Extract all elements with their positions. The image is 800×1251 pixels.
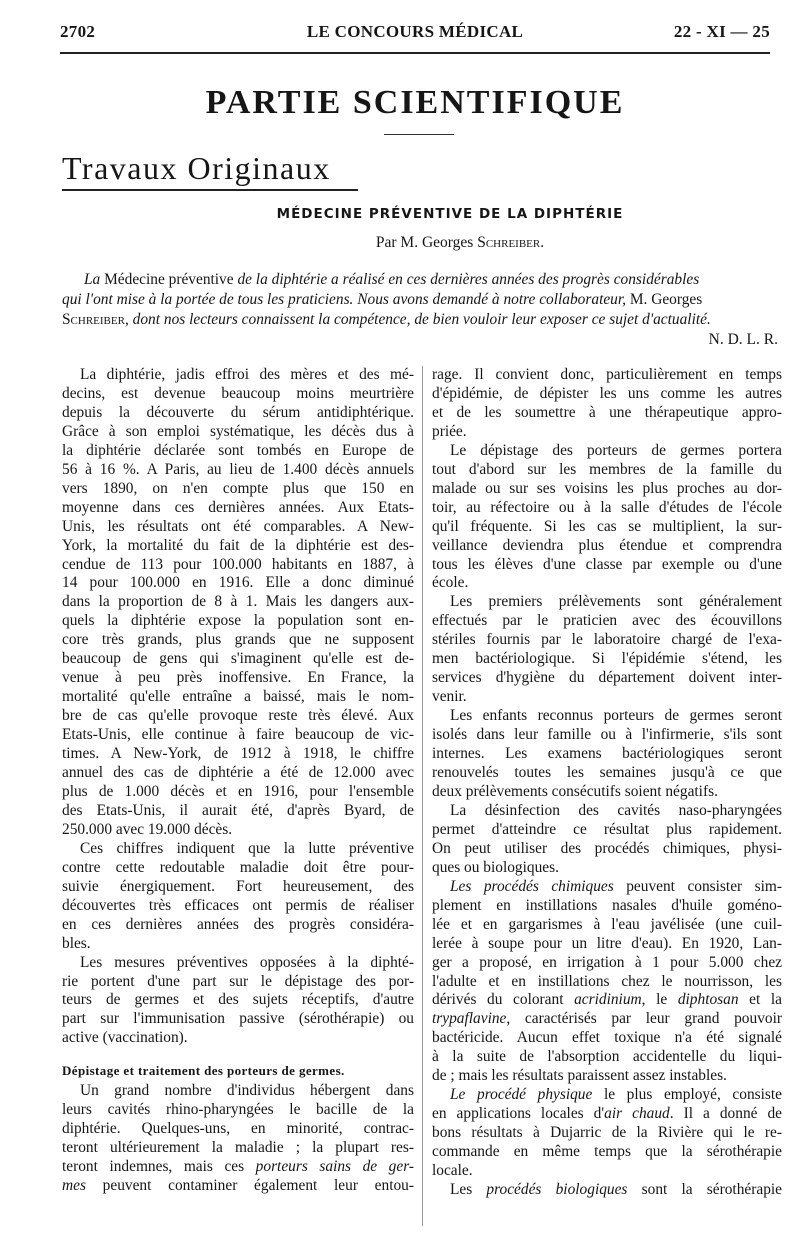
text-line: veillance deviendra plus étendue et comprendra bbox=[432, 536, 782, 554]
editor-signature: N. D. L. R. bbox=[708, 331, 778, 348]
text-line: Le dépistage des porteurs de germes portera bbox=[450, 441, 782, 459]
text-line: La désinfection des cavités naso-pharyngées bbox=[450, 801, 782, 819]
intro-text: qui l'ont mise à la portée de tous les praticiens. Nous avons demandé à notre collaborateur, bbox=[62, 291, 630, 308]
text-line bbox=[62, 1158, 414, 1177]
text-line: moyenne dans ces dernières années. Aux Etats- bbox=[62, 498, 414, 516]
text-line: stériles fournis par le laboratoire chargé de l'exa- bbox=[432, 631, 782, 649]
text-run: procédés biologiques bbox=[486, 1180, 628, 1198]
byline bbox=[60, 234, 770, 252]
text-run: mes bbox=[62, 1177, 86, 1195]
text-line: bre de cas qu'elle provoque reste très élevé. Aux bbox=[62, 707, 414, 725]
text-line: bons résultats à Dujarric de la Rivière qui le re- bbox=[432, 1124, 782, 1142]
text-line: venue à peu près inoffensive. En France, la bbox=[62, 669, 414, 687]
text-line: priée. bbox=[432, 422, 467, 440]
text-line: ger a proposé, en irrigation à 1 pour 5.000 chez bbox=[432, 953, 782, 971]
running-head bbox=[60, 22, 770, 48]
text-line: La diphtérie, jadis effroi des mères et des mé- bbox=[80, 366, 414, 383]
intro-author: Schreiber, bbox=[62, 311, 129, 328]
text-line: d'épidémie, de dépister les uns comme les autres bbox=[432, 384, 782, 402]
text-line: des Etats-Unis, il aurait été, d'après Byard, de bbox=[62, 801, 414, 819]
text-line bbox=[432, 991, 782, 1010]
text-run: dérivés du colorant bbox=[432, 991, 575, 1009]
page-number: 2702 bbox=[60, 22, 96, 41]
text-line: active (vaccination). bbox=[62, 1029, 188, 1047]
text-line: ques ou biologiques. bbox=[432, 858, 559, 876]
text-line: suivie énergiquement. Fort heureusement, des bbox=[62, 877, 414, 895]
text-line: internes. Les examens bactériologiques seront bbox=[432, 745, 782, 763]
section-title: PARTIE SCIENTIFIQUE bbox=[205, 84, 625, 121]
intro-line bbox=[62, 310, 784, 330]
text-line: decins, est devenue beaucoup moins meurtrière bbox=[62, 384, 414, 402]
text-line: lerée à soupe pour un litre d'eau). En 1920, Lan- bbox=[432, 934, 782, 952]
text-line: renouvelés toutes les semaines jusqu'à ce que bbox=[432, 764, 782, 782]
text-run: , le bbox=[641, 991, 678, 1009]
text-line: en ces dernières années des progrès considéra- bbox=[62, 915, 414, 933]
column-divider bbox=[422, 366, 423, 1226]
text-line: Les enfants reconnus porteurs de germes seront bbox=[450, 707, 782, 725]
text-run: et la bbox=[738, 991, 782, 1009]
text-line: découvertes très efficaces ont permis de réaliser bbox=[62, 896, 414, 914]
text-line bbox=[432, 1105, 782, 1124]
text-line: Un grand nombre d'individus hébergent dans bbox=[80, 1082, 414, 1100]
text-line: isolés dans leur famille ou à l'infirmerie, s'ils sont bbox=[432, 726, 782, 744]
text-run: Les bbox=[450, 1180, 487, 1198]
text-line: vers 1890, on n'en compte plus que 150 en bbox=[62, 479, 414, 497]
text-run: peuvent consister sim- bbox=[613, 877, 782, 895]
subheading: Dépistage et traitement des porteurs de germes. bbox=[62, 1063, 345, 1079]
text-line: leurs cavités rhino-pharyngées le bacille de la bbox=[62, 1101, 414, 1119]
text-line: plement en instillations nasales d'huile goméno- bbox=[432, 896, 782, 914]
text-line: beaucoup de gens qui s'imaginent qu'elle est de- bbox=[62, 650, 414, 668]
issue-date: 22 - XI — 25 bbox=[673, 22, 770, 41]
text-line: et de les soumettre à une thérapeutique appro- bbox=[432, 403, 782, 421]
text-line bbox=[432, 878, 782, 897]
text-run: Le procédé physique bbox=[450, 1086, 593, 1104]
intro-text: Médecine préventive bbox=[100, 271, 238, 288]
text-run: peuvent contaminer également leur entou- bbox=[85, 1177, 414, 1195]
intro-line bbox=[62, 290, 784, 310]
byline-prefix: Par M. Georges bbox=[375, 234, 478, 251]
text-line: core très grands, plus grands que ne supposent bbox=[62, 631, 414, 649]
text-line bbox=[432, 1010, 782, 1029]
text-line: times. A New-York, de 1912 à 1918, le chiffre bbox=[62, 745, 414, 763]
text-line: cendue de 113 pour 100.000 habitants en 1887, à bbox=[62, 555, 414, 573]
text-run: sont la sérothérapie bbox=[627, 1180, 782, 1198]
text-line: depuis la découverte du sérum antidiphtérique. bbox=[62, 403, 414, 421]
intro-line bbox=[62, 270, 784, 290]
text-line: l'adulte et en instillations chez le nourrisson, les bbox=[432, 972, 782, 990]
text-line: locale. bbox=[432, 1162, 473, 1180]
intro-text: de la diphtérie a réalisé en ces dernières années des progrès considérables bbox=[237, 271, 700, 288]
text-run: teront indemnes, mais ces bbox=[62, 1158, 256, 1176]
text-line: teront ultérieurement la maladie ; la plupart res- bbox=[62, 1139, 414, 1157]
text-line: rie portent d'une part sur le dépistage des por- bbox=[62, 972, 414, 990]
text-line: permet d'atteindre ce résultat plus rapidement. bbox=[432, 820, 782, 838]
text-run: diphtosan bbox=[677, 991, 739, 1009]
text-line bbox=[432, 1086, 782, 1105]
rubric-rule bbox=[62, 189, 358, 191]
text-line: bactéricide. Aucun effet toxique n'a été signalé bbox=[432, 1029, 782, 1047]
text-line: On peut utiliser des procédés chimiques, physi- bbox=[432, 839, 782, 857]
text-line: contre cette redoutable maladie doit être pour- bbox=[62, 858, 414, 876]
author-name: Schreiber. bbox=[477, 234, 545, 251]
text-line: effectués par le praticien avec des écouvillons bbox=[432, 612, 782, 630]
text-run: . Il a donné de bbox=[669, 1105, 783, 1123]
text-line: la diphtérie déclarée sont tombés en Europe de bbox=[62, 441, 414, 459]
article-title: MÉDECINE PRÉVENTIVE DE LA DIPHTÉRIE bbox=[276, 206, 624, 222]
text-line: venir. bbox=[432, 688, 467, 706]
text-line: quels la diphtérie expose la population sont en- bbox=[62, 612, 414, 630]
text-line: à la suite de l'absorption accidentelle du liqui- bbox=[432, 1048, 782, 1066]
rubric-title: Travaux Originaux bbox=[62, 150, 331, 186]
text-run: porteurs sains de ger- bbox=[255, 1158, 414, 1176]
text-line: toir, au réfectoire ou à la salle d'études de l'école bbox=[432, 498, 782, 516]
text-line: Les mesures préventives opposées à la diphté- bbox=[80, 953, 414, 971]
text-run: trypaflavine bbox=[432, 1010, 507, 1028]
text-line: 14 pour 100.000 en 1916. Elle a donc diminué bbox=[62, 574, 414, 592]
text-line: lée et en gargarismes à l'eau javélisée (une cuil- bbox=[432, 915, 782, 933]
text-line: bles. bbox=[62, 934, 91, 952]
text-line: dans la proportion de 8 à 1. Mais les dangers aux- bbox=[62, 593, 414, 611]
text-line: York, la mortalité du fait de la diphtérie est des- bbox=[62, 536, 414, 554]
text-run: air chaud bbox=[604, 1105, 670, 1123]
text-line: qu'il fréquente. Si les cas se multiplient, la sur- bbox=[432, 517, 782, 535]
text-line: services d'hygiène du département doivent inter- bbox=[432, 669, 782, 687]
text-line: rage. Il convient donc, particulièrement en temps bbox=[432, 366, 782, 383]
intro-text: dont nos lecteurs connaissent la compétence, de bien vouloir leur exposer ce sujet d'actualité. bbox=[128, 311, 711, 328]
text-line: diphtérie. Quelques-uns, en minorité, contrac- bbox=[62, 1120, 414, 1138]
text-line: tout d'abord sur les membres de la famille du bbox=[432, 460, 782, 478]
text-line: Ces chiffres indiquent que la lutte préventive bbox=[80, 839, 414, 857]
header-rule bbox=[60, 52, 770, 54]
text-line: 56 à 16 %. A Paris, au lieu de 1.400 décès annuels bbox=[62, 460, 414, 478]
text-line: Unis, les résultats ont été comparables. A New- bbox=[62, 517, 414, 535]
intro-text: M. Georges bbox=[629, 291, 703, 308]
text-line: teurs de germes et des sujets réceptifs, d'autre bbox=[62, 991, 414, 1009]
text-line: deux prélèvements consécutifs soient négatifs. bbox=[432, 782, 718, 800]
text-run: , caractérisés par leur grand pouvoir bbox=[506, 1010, 782, 1028]
text-line: Etats-Unis, elle continue à faire beaucoup de vic- bbox=[62, 726, 414, 744]
text-line: école. bbox=[432, 574, 469, 592]
text-run: en applications locales d' bbox=[432, 1105, 605, 1123]
text-line: plus de 1.000 décès et en 1916, pour l'ensemble bbox=[62, 782, 414, 800]
text-line: annuel des cas de diphtérie a été de 12.000 avec bbox=[62, 764, 414, 782]
section-rule bbox=[384, 134, 454, 135]
text-line: Les premiers prélèvements sont généralement bbox=[450, 593, 782, 611]
text-line: men bactériologique. Si l'épidémie s'étend, les bbox=[432, 650, 782, 668]
text-line bbox=[62, 1177, 414, 1196]
text-line: 250.000 avec 19.000 décès. bbox=[62, 820, 233, 838]
left-column bbox=[62, 366, 414, 1196]
text-line: commande en même temps que la sérothérapie bbox=[432, 1143, 782, 1161]
text-line: Grâce à son emploi systématique, les décès dus à bbox=[62, 422, 414, 440]
text-line: mortalité qu'elle entraîne a baissé, mais le nom- bbox=[62, 688, 414, 706]
text-run: acridinium bbox=[574, 991, 642, 1009]
text-line: de ; mais les résultats paraissent assez instables. bbox=[432, 1067, 727, 1085]
text-run: le plus employé, consiste bbox=[592, 1086, 782, 1104]
editorial-note bbox=[62, 270, 784, 348]
text-line: part sur l'immunisation passive (sérothérapie) ou bbox=[62, 1010, 414, 1028]
text-line bbox=[432, 1181, 782, 1200]
intro-text: La bbox=[84, 271, 101, 288]
right-column bbox=[432, 366, 782, 1200]
text-line: tous les élèves d'une classe par exemple ou d'une bbox=[432, 555, 782, 573]
journal-title: LE CONCOURS MÉDICAL bbox=[306, 22, 524, 41]
text-run: Les procédés chimiques bbox=[450, 877, 614, 895]
text-line: malade ou sur ses voisins les plus proches au dor- bbox=[432, 479, 782, 497]
